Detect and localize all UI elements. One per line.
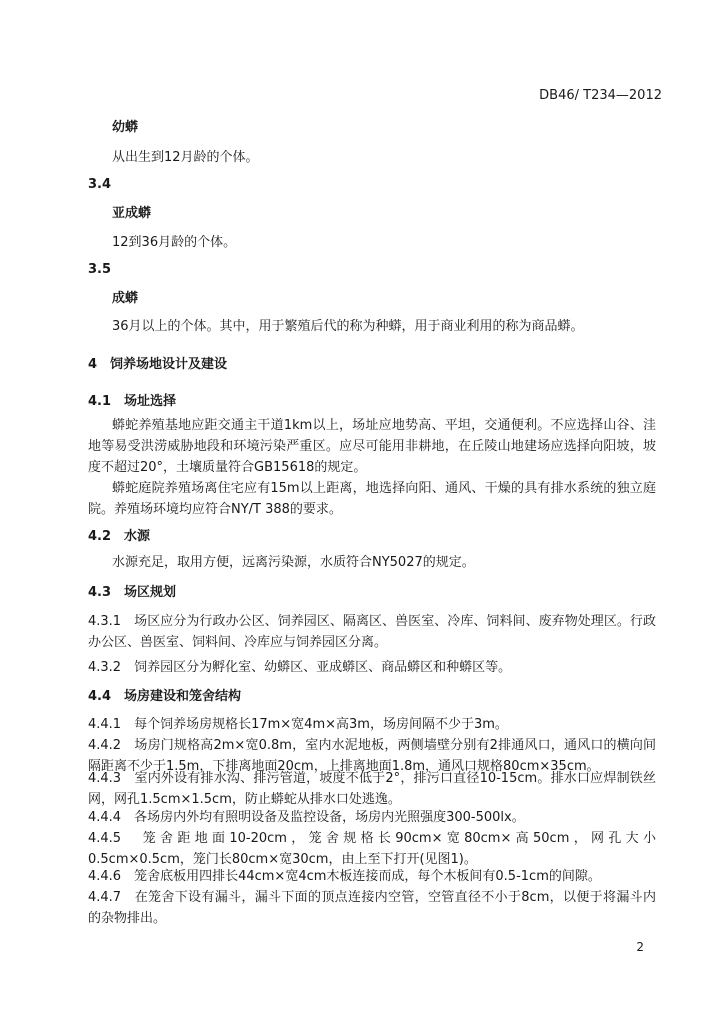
- subsection-heading: 4.2 水源: [88, 529, 151, 544]
- term-number: 3.4: [88, 177, 112, 192]
- paragraph: 水源充足，取用方便，远离污染源，水质符合NY5027的规定。: [112, 555, 475, 570]
- paragraph: 蟒蛇庭院养殖场离住宅应有15m以上距离，地选择向阳、通风、干燥的具有排水系统的独立庭院。养殖场环境均应符合NY/T 388的要求。: [88, 481, 656, 517]
- clause: 4.4.2 场房门规格高2m×宽0.8m，室内水泥地板，两侧墙壁分别有2排通风口，通风口的横向间隔距离不少于1.5m，下排离地面20cm，上排离地面1.8m，通风口规格80cm×35cm。: [88, 738, 656, 774]
- term-number: 3.5: [88, 262, 112, 277]
- term-name: 成蟒: [112, 291, 139, 306]
- term-name: 亚成蟒: [112, 206, 152, 221]
- term-definition: 12到36月龄的个体。: [112, 235, 237, 250]
- clause: 4.3.2 饲养园区分为孵化室、幼蟒区、亚成蟒区、商品蟒区和种蟒区等。: [88, 660, 512, 675]
- clause: 4.4.6 笼舍底板用四排长44cm×宽4cm木板连接而成，每个木板间有0.5-1cm的间隙。: [88, 869, 601, 884]
- subsection-heading: 4.4 场房建设和笼舍结构: [88, 689, 242, 704]
- subsection-heading: 4.3 场区规划: [88, 585, 177, 600]
- clause: 4.4.7 在笼舍下设有漏斗，漏斗下面的顶点连接内空管，空管直径不小于8cm，以便于将漏斗内的杂物排出。: [88, 890, 656, 926]
- section-heading: 4 饲养场地设计及建设: [88, 357, 228, 372]
- clause: 4.4.1 每个饲养场房规格长17m×宽4m×高3m，场房间隔不少于3m。: [88, 717, 508, 732]
- clause: 4.4.5 笼舍距地面10-20cm，笼舍规格长90cm×宽80cm×高50cm，网孔大小0.5cm×0.5cm，笼门长80cm×宽30cm，由上至下打开(见图1)。: [88, 831, 656, 867]
- page-number: 2: [636, 940, 644, 954]
- term-definition: 36月以上的个体。其中，用于繁殖后代的称为种蟒，用于商业利用的称为商品蟒。: [112, 319, 584, 334]
- clause: 4.4.3 室内外设有排水沟、排污管道，坡度不低于2°，排污口直径10-15cm。排水口应焊制铁丝网，网孔1.5cm×1.5cm，防止蟒蛇从排水口处逃逸。: [88, 771, 656, 807]
- term-name: 幼蟒: [112, 120, 139, 135]
- subsection-heading: 4.1 场址选择: [88, 394, 177, 409]
- clause: 4.4.4 各场房内外均有照明设备及监控设备，场房内光照强度300-500lx。: [88, 810, 525, 825]
- clause: 4.3.1 场区应分为行政办公区、饲养园区、隔离区、兽医室、冷库、饲料间、废弃物处理区。行政办公区、兽医室、饲料间、冷库应与饲养园区分离。: [88, 614, 656, 650]
- paragraph: 蟒蛇养殖基地应距交通主干道1km以上，场址应地势高、平坦，交通便利。不应选择山谷、洼地等易受洪涝威胁地段和环境污染严重区。应尽可能用非耕地，在丘陵山地建场应选择向阳坡，坡度不超过20°，土壤质量符合GB15618的规定。: [88, 418, 656, 475]
- standard-code: DB46/ T234—2012: [539, 88, 662, 103]
- term-definition: 从出生到12月龄的个体。: [112, 150, 259, 165]
